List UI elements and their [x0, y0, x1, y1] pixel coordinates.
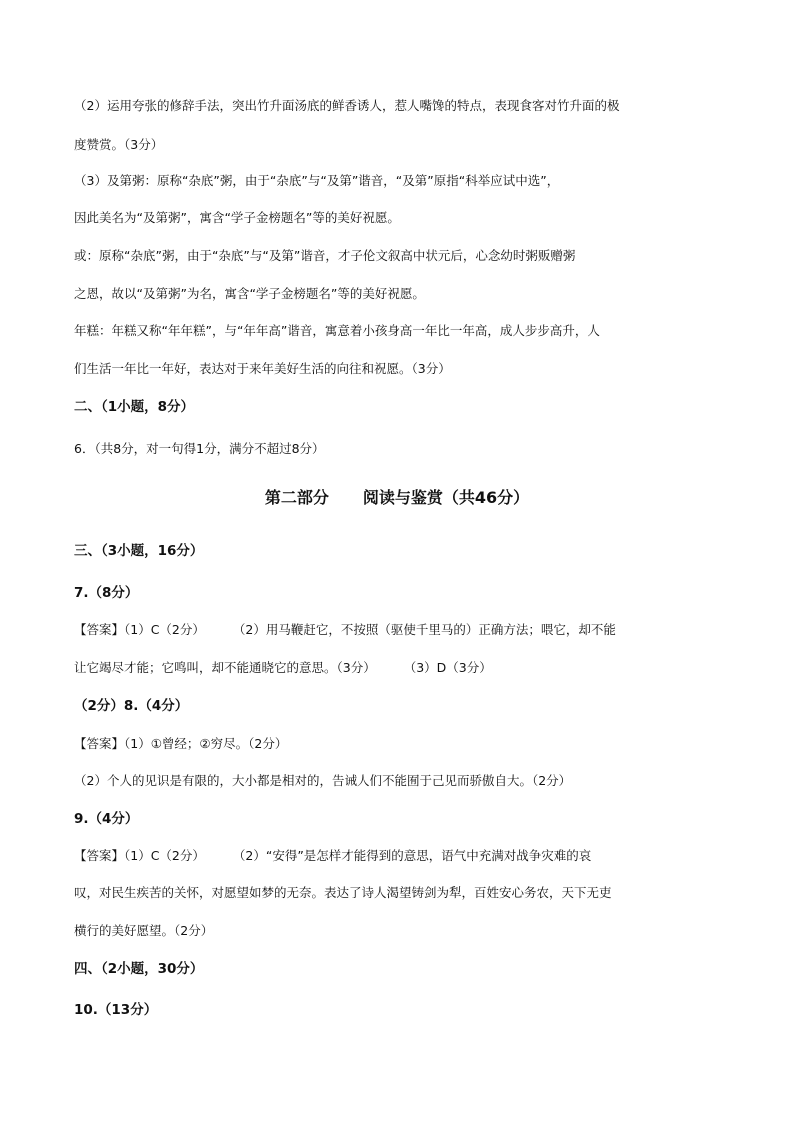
answer-part: （2）“安得”是怎样才能得到的意思，语气中充满对战争灾难的哀 [232, 848, 592, 863]
answer-line: （2）个人的见识是有限的，大小都是相对的，告诫人们不能囿于己见而骄傲自大。（2分） [74, 773, 572, 788]
question-heading: 7.（8分） [74, 585, 139, 601]
answer-line [74, 621, 714, 639]
question-heading: （2分）8.（4分） [74, 698, 189, 714]
text-line: 度赞赏。（3分） [74, 137, 164, 152]
answer-line [74, 847, 714, 865]
answer-part: （2）用马鞭赶它，不按照（驱使千里马的）正确方法；喂它，却不能 [232, 622, 616, 637]
answer-line: 横行的美好愿望。（2分） [74, 923, 214, 938]
text-line: 年糕：年糕又称“年年糕”，与“年年高”谐音，寓意着小孩身高一年比一年高，成人步步高升，人 [74, 323, 600, 338]
text-line: 们生活一年比一年好，表达对于来年美好生活的向往和祝愿。（3分） [74, 361, 451, 376]
text-line: （3）及第粥：原称“杂底”粥，由于“杂底”与“及第”谐音，“及第”原指“科举应试中选”， [74, 173, 560, 188]
answer-line: 【答案】（1）①曾经；②穷尽。（2分） [74, 736, 288, 751]
answer-line: 叹，对民生疾苦的关怀，对愿望如梦的无奈。表达了诗人渴望铸剑为犁，百姓安心务农，天下无吏 [74, 885, 612, 900]
answer-part: 让它竭尽才能；它鸣叫，却不能通晓它的意思。（3分） [74, 660, 376, 675]
part-title-left: 第二部分 [264, 488, 329, 507]
text-line: 或：原称“杂底”粥，由于“杂底”与“及第”谐音，才子伦文叙高中状元后，心念幼时粥贩赠粥 [74, 248, 576, 263]
text-line: 之恩，故以“及第粥”为名，寓含“学子金榜题名”等的美好祝愿。 [74, 286, 425, 301]
answer-part: （3）D（3分） [403, 660, 492, 675]
answer-line [74, 659, 714, 677]
text-line: 因此美名为“及第粥”，寓含“学子金榜题名”等的美好祝愿。 [74, 210, 400, 225]
text-line: 6．（共8分，对一句得1分，满分不超过8分） [74, 441, 325, 456]
part-title-right: 阅读与鉴赏（共46分） [362, 488, 530, 507]
text-line: （2）运用夸张的修辞手法，突出竹升面汤底的鲜香诱人，惹人嘴馋的特点，表现食客对竹升面的极 [74, 98, 620, 113]
answer-part: 【答案】（1）C（2分） [74, 622, 205, 637]
answer-part: 【答案】（1）C（2分） [74, 848, 205, 863]
section-heading: 二、（1小题，8分） [74, 399, 195, 415]
part-title [0, 487, 794, 509]
question-heading: 9.（4分） [74, 811, 139, 827]
section-heading: 三、（3小题，16分） [74, 543, 204, 559]
question-heading: 10.（13分） [74, 1002, 158, 1018]
section-heading: 四、（2小题，30分） [74, 961, 204, 977]
